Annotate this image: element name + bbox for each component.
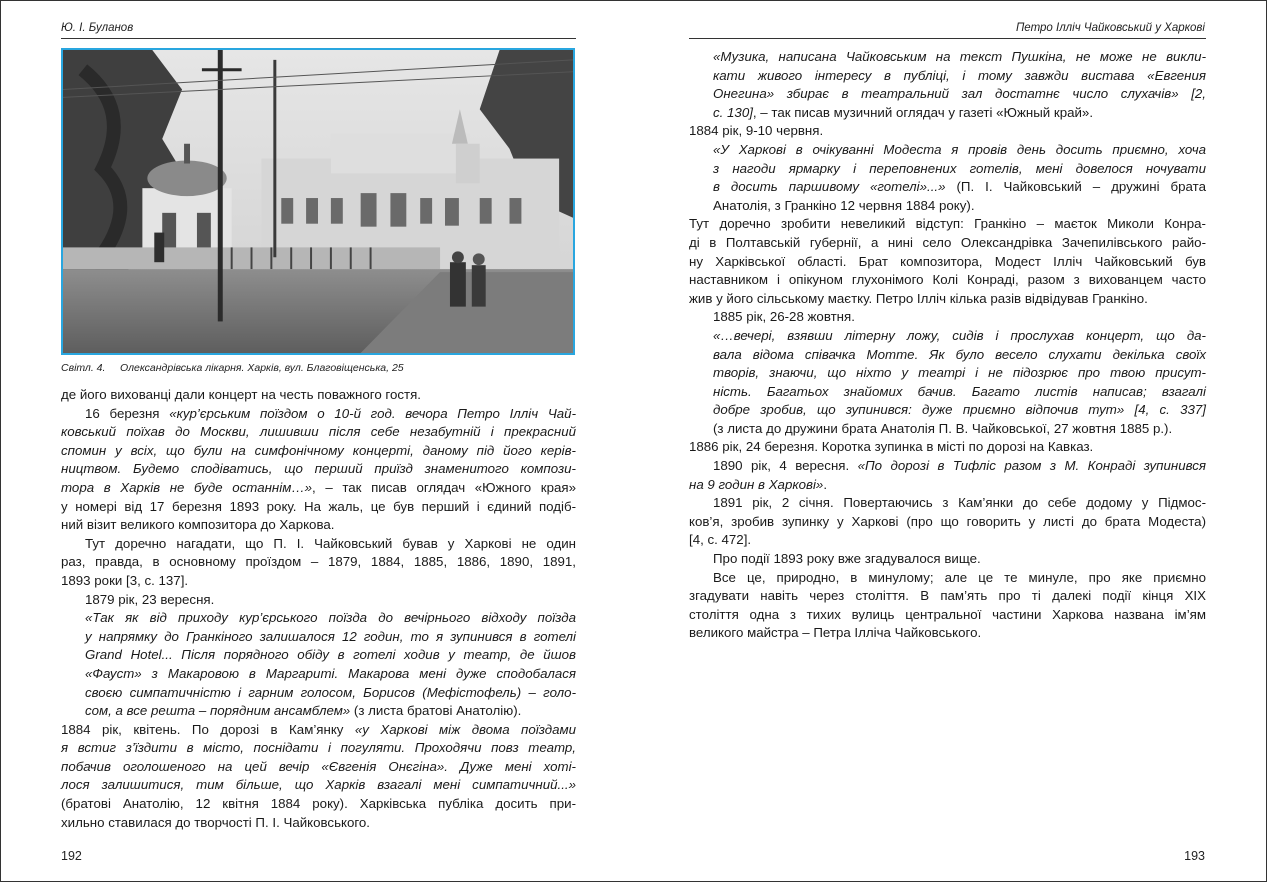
text-line: [61, 758, 576, 777]
photo-caption: [61, 362, 404, 374]
text-line: [61, 795, 576, 814]
text-line: [61, 721, 576, 740]
text-line: [61, 702, 576, 721]
quote-run: на 9 годин в Харкові»: [689, 476, 824, 492]
text-line: [689, 178, 1206, 197]
quote-run: лося залишитися, тим більше, що Харків взагалі мені симпатичний...»: [61, 777, 576, 793]
quote-run: «…вечері, взявши літерну ложу, сидів і прослухав концерт, що да-: [713, 327, 1206, 343]
quote-run: творів, знаючи, що ніхто у театрі і не підозрює про твою присут-: [713, 365, 1206, 381]
text-run: .: [823, 476, 828, 492]
left-page-number: 192: [61, 849, 82, 863]
text-run: 1893 роки [3, с. 137].: [61, 572, 189, 588]
text-line: [689, 606, 1206, 625]
right-page-number: 193: [1184, 849, 1205, 863]
text-line: [689, 457, 1206, 476]
quote-run: з нагоди ярмарку і переповнених готелів, мені довелося ночувати: [713, 160, 1206, 176]
quote-run: вала відома співачка Мотте. Як було весело слухати декілька своїх: [713, 346, 1206, 362]
text-run: століття одна з тихих вулиць центральної частини Харкова названа ім’ям: [689, 606, 1206, 622]
text-run: 1879 рік, 23 вересня.: [85, 591, 215, 607]
text-line: [61, 479, 576, 498]
photo-aleksandrivska-hospital: [61, 48, 575, 355]
hospital-photo-image: [63, 50, 573, 353]
text-line: [61, 609, 576, 628]
text-line: [61, 516, 576, 535]
text-line: [689, 364, 1206, 383]
text-line: [689, 587, 1206, 606]
text-line: [689, 253, 1206, 272]
text-run: 1890 рік, 4 вересня.: [713, 458, 858, 474]
quote-run: добре зробив, що зупинився: дуже приємно відпочив тут» [4, с. 337]: [713, 402, 1206, 418]
text-line: [61, 405, 576, 424]
text-line: [61, 386, 576, 405]
quote-run: сом, а все решта – порядним ансамблем»: [85, 703, 351, 719]
text-line: [61, 646, 576, 665]
text-line: [689, 104, 1206, 123]
quote-run: «кур’єрським поїздом о 10-й год. вечора Петро Ілліч Чай-: [169, 405, 576, 421]
text-line: [689, 85, 1206, 104]
quote-run: тора в Харків не буде останнім…»: [61, 479, 313, 495]
text-run: 1884 рік, 9-10 червня.: [689, 123, 824, 139]
left-page-body: [61, 386, 576, 832]
quote-run: ковський поїхав до Москви, лишивши після себе незабутній і прекрасний: [61, 424, 576, 440]
text-run: Тут доречно нагадати, що П. І. Чайковський бував у Харкові не один: [85, 535, 576, 551]
text-run: жив у його сільському маєтку. Петро Ілліч кілька разів відвідував Гранкіно.: [689, 290, 1148, 306]
text-line: [689, 234, 1206, 253]
quote-run: «у Харкові між двома поїздами: [354, 721, 577, 737]
text-run: [4, с. 472].: [689, 532, 752, 548]
quote-run: Онегина» збирає в театральний зал достатнє число слухачів» [2,: [713, 86, 1206, 102]
text-run: (з листа братові Анатолію).: [350, 703, 522, 719]
text-run: згадувати навіть через століття. В пам’ять про ті далекі події кінця XIX: [689, 588, 1206, 604]
text-run: 1884 рік, квітень. По дорозі в Кам’янку: [61, 721, 355, 737]
text-line: [689, 160, 1206, 179]
text-line: [61, 423, 576, 442]
text-run: (П. І. Чайковський – дружині брата: [945, 179, 1206, 195]
quote-run: своєю симпатичністю і гарним голосом, Борисов (Мефістофель) – голо-: [85, 684, 576, 700]
text-run: , – так писав музичний оглядач у газеті «Южный край».: [752, 104, 1094, 120]
caption-text: Олександрівська лікарня. Харків, вул. Благовіщенська, 25: [120, 362, 404, 374]
text-line: [689, 438, 1206, 457]
quote-run: «Музика, написана Чайковським на текст Пушкіна, не може не викли-: [713, 49, 1206, 64]
text-run: , – так писав оглядач «Южного края»: [312, 479, 576, 495]
text-run: у номері від 17 березня 1893 року. На жаль, це був перший і єдиний подіб-: [61, 498, 576, 514]
text-line: [689, 531, 1206, 550]
text-line: [689, 401, 1206, 420]
text-line: [61, 535, 576, 554]
text-run: 1891 рік, 2 січня. Повертаючись з Кам’янки до себе додому у Підмос-: [713, 495, 1206, 511]
text-line: [689, 346, 1206, 365]
quote-run: «Фауст» з Макаровою в Маргариті. Макарова мені дуже сподобалася: [85, 665, 576, 681]
quote-run: побачив оголошеного на цей вечір «Євгенія Онєгіна». Дуже мені хоті-: [61, 758, 576, 774]
text-line: [689, 67, 1206, 86]
quote-run: кати живого інтересу в публіці, і тому завжди вистава «Евгения: [713, 67, 1206, 83]
text-line: [689, 550, 1206, 569]
text-line: [689, 494, 1206, 513]
text-line: [61, 739, 576, 758]
text-run: (братові Анатолію, 12 квітня 1884 року). Харківська публіка досить при-: [61, 796, 576, 812]
text-run: 16 березня: [85, 405, 170, 421]
right-running-header: Петро Ілліч Чайковський у Харкові: [1015, 22, 1205, 34]
text-line: [61, 442, 576, 461]
text-run: Про події 1893 року вже згадувалося вище.: [713, 551, 981, 567]
caption-number: Світл. 4.: [61, 362, 106, 374]
text-line: [689, 215, 1206, 234]
text-run: ну Харківської області. Брат композитора, Модест Ілліч Чайковський був: [689, 253, 1206, 269]
left-header-rule: [61, 38, 576, 39]
left-running-header: Ю. І. Буланов: [61, 22, 134, 34]
text-line: [61, 628, 576, 647]
quote-run: с. 130]: [713, 104, 753, 120]
text-line: [61, 684, 576, 703]
text-line: [61, 553, 576, 572]
quote-run: «Так як від приходу кур’єрського поїзда до вечірнього відходу поїзда: [85, 610, 576, 626]
text-run: 1885 рік, 26-28 жовтня.: [713, 309, 855, 325]
quote-run: в досить паршивому «готелі»...»: [713, 179, 946, 195]
text-run: Все це, природно, в минулому; але це те минуле, про яке приємно: [713, 569, 1206, 585]
quote-run: «По дорозі в Тифліс разом з М. Конраді зупинився: [857, 458, 1206, 474]
text-line: [689, 122, 1206, 141]
text-line: [689, 141, 1206, 160]
text-run: де його вихованці дали концерт на честь поважного гостя.: [61, 387, 421, 402]
text-line: [689, 569, 1206, 588]
text-line: [689, 383, 1206, 402]
text-run: ков’я, зробив зупинку у Харкові (про що говорить у листі до брата Модеста): [689, 513, 1206, 529]
quote-run: ність. Багатьох знайомих бачив. Багато листів написав; взагалі: [713, 383, 1206, 399]
text-line: [689, 48, 1206, 67]
right-page-body: [689, 48, 1206, 643]
text-line: [689, 271, 1206, 290]
quote-run: у напрямку до Гранкіного залишалося 12 годин, то я зупинився в готелі: [85, 628, 576, 644]
right-header-rule: [689, 38, 1206, 39]
text-run: наставником і опікуном глухонімого Колі Конраді, разом з вихованцем часто: [689, 272, 1206, 288]
text-run: Тут доречно зробити невеликий відступ: Гранкіно – маєток Миколи Конра-: [689, 216, 1206, 232]
text-run: раз, правда, в основному проїздом – 1879, 1884, 1885, 1886, 1890, 1891,: [61, 554, 576, 570]
text-run: хильно ставилася до творчості П. І. Чайковського.: [61, 814, 371, 830]
text-run: Анатолія, з Гранкіно 12 червня 1884 року).: [713, 197, 975, 213]
text-line: [61, 460, 576, 479]
text-line: [61, 814, 576, 833]
text-line: [61, 591, 576, 610]
text-line: [689, 308, 1206, 327]
text-line: [689, 420, 1206, 439]
text-run: (з листа до дружини брата Анатолія П. В. Чайковської, 27 жовтня 1885 р.).: [713, 420, 1173, 436]
text-run: 1886 рік, 24 березня. Коротка зупинка в місті по дорозі на Кавказ.: [689, 439, 1094, 455]
text-run: ний візит великого композитора до Харкова.: [61, 517, 335, 533]
text-line: [61, 776, 576, 795]
quote-run: я встиг з’їздити в місто, поснідати і погуляти. Проходячи повз театр,: [61, 740, 576, 756]
quote-run: спомин у всіх, що були на симфонічному концерті, даному під його керів-: [61, 442, 576, 458]
text-line: [689, 476, 1206, 495]
text-line: [689, 290, 1206, 309]
text-line: [689, 197, 1206, 216]
quote-run: «У Харкові в очікуванні Модеста я провів день досить приємно, хоча: [713, 141, 1206, 157]
text-line: [689, 624, 1206, 643]
text-run: великого майстра – Петра Ілліча Чайковського.: [689, 625, 982, 641]
text-line: [61, 665, 576, 684]
text-run: ді в Полтавській губернії, а нині село Олександрівка Зачепилівського райо-: [689, 234, 1206, 250]
quote-run: Grand Hotel... Після порядного обіду в готелі ходив у театр, де йшов: [85, 647, 576, 663]
text-line: [689, 513, 1206, 532]
text-line: [689, 327, 1206, 346]
quote-run: ництвом. Будемо сподіватись, що перший приїзд знаменитого компози-: [61, 461, 576, 477]
text-line: [61, 572, 576, 591]
text-line: [61, 498, 576, 517]
